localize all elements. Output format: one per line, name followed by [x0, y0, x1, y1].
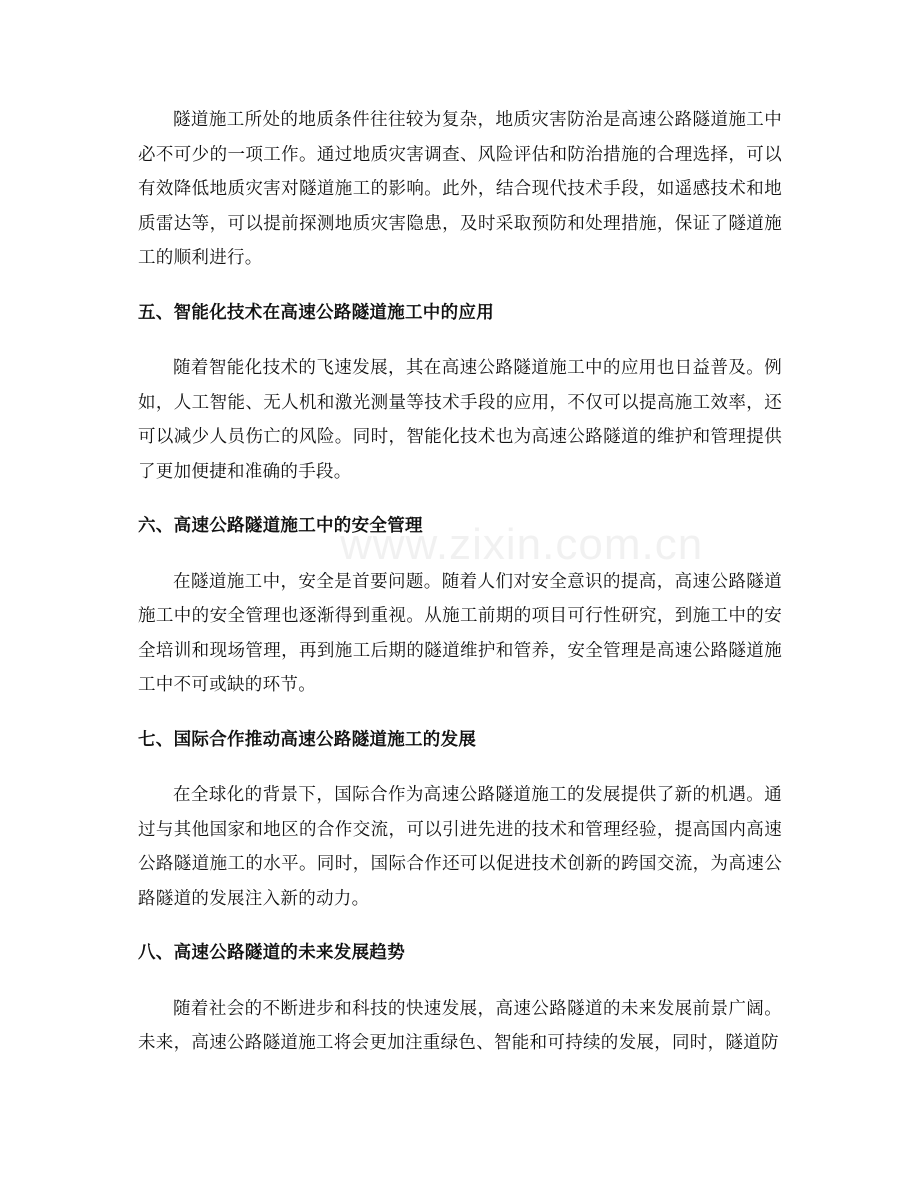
- paragraph-future-trends: 随着社会的不断进步和科技的快速发展，高速公路隧道的未来发展前景广阔。未来，高速公路隧道施工将会更加注重绿色、智能和可持续的发展，同时，隧道防: [138, 998, 782, 1053]
- heading-future-trends: 八、高速公路隧道的未来发展趋势: [138, 943, 405, 963]
- heading-safety-management: 六、高速公路隧道施工中的安全管理: [138, 516, 423, 536]
- heading-intelligent-tech: 五、智能化技术在高速公路隧道施工中的应用: [138, 302, 494, 323]
- paragraph-international-cooperation: 在全球化的背景下，国际合作为高速公路隧道施工的发展提供了新的机遇。通过与其他国家和地区的合作交流，可以引进先进的技术和管理经验，提高国内高速公路隧道施工的水平。同时，国际合作还可以促进技术创新的跨国交流，为高速公路隧道的发展注入新的动力。: [138, 785, 782, 909]
- paragraph-safety-management: 在隧道施工中，安全是首要问题。随着人们对安全意识的提高，高速公路隧道施工中的安全管理也逐渐得到重视。从施工前期的项目可行性研究，到施工中的安全培训和现场管理，再到施工后期的隧道维护和管养，安全管理是高速公路隧道施工中不可或缺的环节。: [138, 571, 782, 695]
- paragraph-geohazard: 隧道施工所处的地质条件往往较为复杂，地质灾害防治是高速公路隧道施工中必不可少的一项工作。通过地质灾害调查、风险评估和防治措施的合理选择，可以有效降低地质灾害对隧道施工的影响。此外，结合现代技术手段，如遥感技术和地质雷达等，可以提前探测地质灾害隐患，及时采取预防和处理措施，保证了隧道施工的顺利进行。: [138, 110, 782, 268]
- watermark: www.zixin.com.cn: [340, 520, 704, 569]
- document-body: [138, 103, 782, 1061]
- heading-international-cooperation: 七、国际合作推动高速公路隧道施工的发展: [138, 729, 477, 750]
- paragraph-intelligent-tech: 随着智能化技术的飞速发展，其在高速公路隧道施工中的应用也日益普及。例如，人工智能、无人机和激光测量等技术手段的应用，不仅可以提高施工效率，还可以减少人员伤亡的风险。同时，智能化技术也为高速公路隧道的维护和管理提供了更加便捷和准确的手段。: [138, 358, 782, 482]
